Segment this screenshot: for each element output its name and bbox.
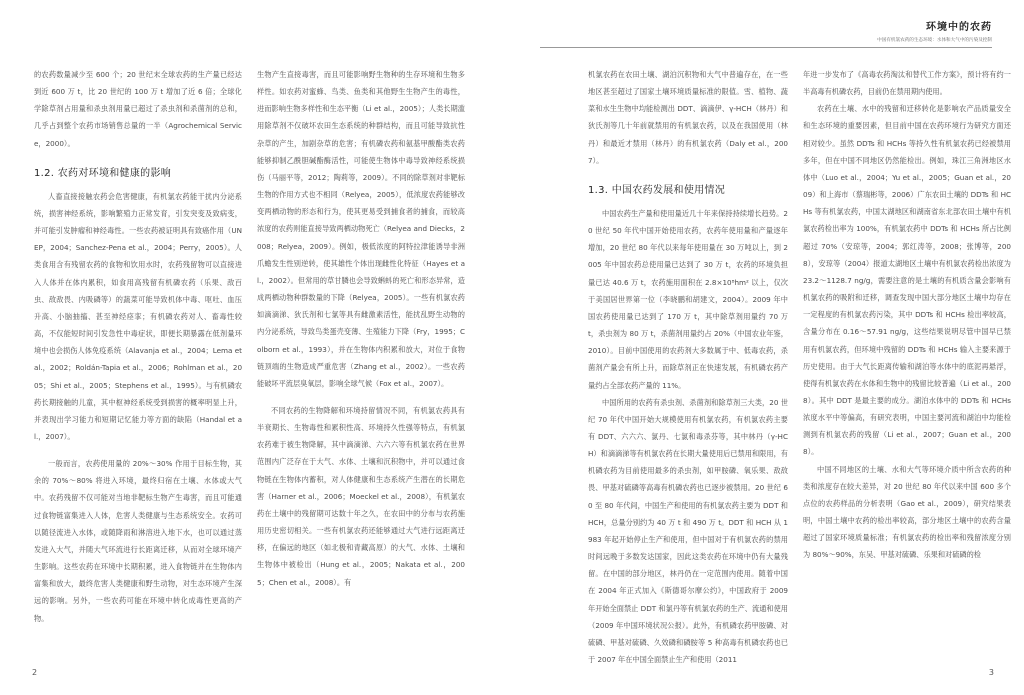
paragraph: 的农药数量减少至 600 个；20 世纪末全球农药的生产量已经达到近 600 万 t，比 20 世纪的 100 万 t 增加了近 6 倍；全球化学除草剂占用量和杀虫剂用量已超过了杀虫剂和杀菌剂的总和，几乎占到整个农药市场销售总量的一半（Agrochemical Service，2000）。 <box>34 70 242 148</box>
paragraph: 中国所用的农药有杀虫剂、杀菌剂和除草剂三大类，20 世纪 70 年代中国开始大规模使用有机氯农药，有机氯农药主要有 DDT、六六六、氯丹、七氯和毒杀芬等，其中林丹（γ-HCH）和滴滴涕等有机氯农药在长期大量使用后已禁用和限用，有机磷农药为目前使用最多的杀虫剂，如甲胺磷、氧乐果、敌敌畏、甲基对硫磷等高毒有机磷农药也已逐步被禁用。20 世纪 60 至 80 年代间，中国生产和使用的有机氯农药主要为 DDT 和 HCH，总量分别约为 40 万 t 和 490 万 t。DDT 和 HCH 从 1983 年起开始停止生产和使用，但中国对于有机氯农药的禁用时间远晚于多数发达国家，因此这类农药在环境中仍有大量残留。在中国的部分地区，林丹仍在一定范围内使用。随着中国在 2004 年正式加入《斯德哥尔摩公约》，中国政府于 2009 年开始全面禁止 DDT 和氯丹等有机氯农药的生产、流通和使用（2009 年中国环境状况公报）。此外，有机磷农药甲胺磷、对硫磷、甲基对硫磷、久效磷和磷胺等 5 种高毒有机磷农药也已于 2007 年在中国全面禁止生产和使用（2011 <box>588 397 788 664</box>
right-page <box>512 0 1024 695</box>
paragraph: 机氯农药在农田土壤、湖泊沉积物和大气中普遍存在，在一些地区甚至超过了国家土壤环境质量标准的限值。雪、植物、蔬菜和水生生物中均能检测出 DDT、滴滴伊、γ-HCH（林丹）和狄氏剂等几十年前就禁用的有机氯农药，以及在我国使用（林丹）和最近才禁用（林丹）的有机氯农药（Daly et al.，2007）。 <box>588 70 788 165</box>
left-page-column-2 <box>257 66 465 666</box>
right-page-column-1 <box>588 66 788 666</box>
section-heading-1-3: 1.3. 中国农药发展和使用情况 <box>588 184 726 196</box>
paragraph: 不同农药的生物降解和环境持留情况不同，有机氯农药具有半衰期长、生物毒性和累积性高、环境持久性强等特点，有机氯农药难于被生物降解，其中滴滴涕、六六六等有机氯农药在世界范围内广泛存在于大气、水体、土壤和沉积物中，并可以通过食物链在生物体内蓄积，对人体健康和生态系统产生潜在的长期危害（Harner et al.，2006；Moeckel et al.，2008），有机氯农药在土壤中的残留期可达数十年之久，在农田中的分布与农药施用历史密切相关。一些有机氯农药还能够通过大气进行远距离迁移，在偏远的地区（如北极和青藏高原）的大气、水体、土壤和生物体中被检出（Hung et al.，2005；Nakata et al.，2005；Chen et al.，2008）。有 <box>257 405 465 587</box>
header-title: 环境中的农药 <box>926 22 992 33</box>
page-number-left: 2 <box>32 668 38 677</box>
paragraph: 一般而言，农药使用量的 20%～30% 作用于目标生物，其余的 70%～80% 将进入环境，最终归宿在土壤、水体或大气中。农药残留不仅可能对当地非靶标生物产生毒害，而且可能通过食物链富集进入人体，危害人类健康与生态系统安全。农药可以随径流进入水体，或随降雨和淋溶进入地下水，也可以通过蒸发进入大气，并随大气环流进行长距离迁移，从而对全球环境产生影响。这些农药在环境中长期积累，进入食物链并在生物体内富集和放大，最终危害人类健康和野生动物，对生态环境产生深远的影响。另外，一些农药可能在环境中转化成毒性更高的产物。 <box>34 459 242 623</box>
section-heading-1-2: 1.2. 农药对环境和健康的影响 <box>34 167 172 179</box>
left-page-column-1 <box>34 66 242 666</box>
paragraph: 年进一步发布了《高毒农药淘汰和替代工作方案》，预计将有约一半高毒有机磷农药，目前仍在禁用期内使用。 <box>803 70 1011 97</box>
paragraph: 中国农药生产量和使用量近几十年来保持持续增长趋势。20 世纪 50 年代中国开始使用农药，农药年使用量和产量逐年增加，20 世纪 80 年代以来每年使用量在 30 万吨以上，到 2005 年中国农药总使用量已达到了 30 万 t，农药的环境负担量已达 40.6 万 t，农药施用面积在 2.8×10⁸hm² 以上，仅次于美国居世界第一位（李晓鹏和胡建文，2004）。2009 年中国农药使用量已达到了 170 万 t，其中除草剂用量约 70 万 t，杀虫剂为 80 万 t，杀菌剂用量约占 20%（中国农业年鉴，2010）。目前中国使用的农药剂大多数属于中、低毒农药，杀菌剂产量会有所上升，而除草剂正在快速发展，有机磷农药产量约占全部农药产量的 11%。 <box>588 208 788 390</box>
running-header <box>877 18 992 43</box>
header-divider <box>540 47 992 48</box>
right-page-column-2 <box>803 66 1011 666</box>
paragraph: 人畜直接接触农药会危害健康，有机氯农药能干扰内分泌系统，损害神经系统，影响繁殖力正常发育，引发突变及致病变，并可能引发肿瘤和神经毒性。一些农药被证明具有致癌作用（UNEP，2004；Sanchez-Pena et al.，2004；Perry，2005）。人类食用含有残留农药的食物和饮用水时，农药残留物可以直接进入人体并在体内累积，如食用高残留有机磷农药（乐果、敌百虫、敌敌畏、内吸磷等）的蔬菜可能导致机体中毒、呕吐、血压升高、小脑抽搐、甚至神经痉挛；有机磷农药对人、畜毒性较高，不仅能短时间引发急性中毒症状，即便长期暴露在低剂量环境中也会损伤人体免疫系统（Alavanja et al.，2004；Lema et al.，2002；Roldán-Tapia et al.，2006；Rohlman et al.，2005；Shi et al.，2005；Stephens et al.，1995）。与有机磷农药长期接触的儿童，其中枢神经系统受到损害的概率明显上升，并表现出学习能力和短期记忆能力等方面的缺陷（Handal et al.，2007）。 <box>34 191 242 441</box>
paragraph: 农药在土壤、水中的残留和迁移转化是影响农产品质量安全和生态环境的重要因素，但目前中国在农药环境行为研究方面还相对较少。虽然 DDTs 和 HCHs 等持久性有机氯农药已经被禁用多年，但在中国不同地区仍然能检出。例如，珠江三角洲地区水体中（Luo et al.，2004；Yu et al.，2005；Guan et al.，2009）和上海市（蔡瑞彬等，2006）广东农田土壤的 DDTs 和 HCHs 等有机氯农药，中国太湖地区和湖南省东北部农田土壤中有机氯农药检出率为 100%，有机氯农药中 DDTs 和 HCHs 所占比例超过 70%（安琼等，2004；郭红涛等，2008；张博等，2008），安琼等（2004）报道太湖地区土壤中有机氯农药检出浓度为 23.2～1128.7 ng/g，需要注意的是土壤的有机质含量会影响有机氯农药的吸附和迁移，调查发现中国大部分地区土壤中均存在一定程度的有机氯农药污染，其中 DDTs 和 HCHs 检出率较高，含量分布在 0.16～57.91 ng/g，这些结果说明尽管中国早已禁用有机氯农药，但环境中残留的 DDTs 和 HCHs 输入主要来源于历史使用。由于大气长距离传输和湖泊等水体中的底泥再悬浮，使得有机氯农药在水体和生物中的残留比较普遍（Li et al.，2008）。其中 DDT 是最主要的成分。湖泊水体中的 DDTs 和 HCHs 浓度水平中等偏高，有研究表明，中国主要河流和湖泊中均能检测到有机氯农药的残留（Li et al.，2007；Guan et al.，2008）。 <box>803 104 1011 457</box>
page-number-right: 3 <box>988 668 994 677</box>
paragraph: 中国不同地区的土壤、水和大气等环境介质中所含农药的种类和浓度存在较大差异，对 20 世纪 80 年代以来中国 600 多个点位的农药样品的分析表明（Gao et al.，2009），研究结果表明，中国土壤中农药的检出率较高，部分地区土壤中的农药含量超过了国家环境质量标准；有机氯农药的检出率和残留浓度分别为 80%～90%，东吴、甲基对硫磷、乐果和对硫磷的检 <box>803 464 1011 560</box>
header-subtitle: 中国有机氯农药的生态环境：水体和大气中的污染及控制 <box>877 38 992 43</box>
paragraph: 生物产生直接毒害，而且可能影响野生物种的生存环境和生物多样性。如农药对蜜蜂、鸟类、鱼类和其他野生生物产生的毒性，进而影响生物多样性和生态平衡（Li et al.，2005）；人类长期滥用除草剂不仅破坏农田生态系统的种群结构，而且可能导致抗性杂草的产生，加剧杂草的危害；有机磷农药和氨基甲酸酯类农药能够抑制乙酰胆碱酯酶活性，可能使生物体中毒导致神经系统损伤（马丽平等，2012；陶莉等，2009）。不同的除草剂对非靶标生物的作用方式也不相同（Relyea，2005），低浓度农药能够改变两栖动物的形态和行为，使其更易受到捕食者的捕食，而较高浓度的农药则能直接导致两栖动物死亡（Relyea and Diecks，2008；Relyea，2009）。例如，极低浓度的阿特拉津能诱导非洲爪蟾发生性别逆转，使其雄性个体出现雌性化特征（Hayes et al.，2002）。但常用的草甘膦也会导致蝌蚪的死亡和形态异常，造成两栖动物种群数量的下降（Relyea，2005）。一些有机氯农药如滴滴涕、狄氏剂和七氯等具有雌激素活性，能扰乱野生动物的内分泌系统，导致鸟类蛋壳变薄、生殖能力下降（Fry，1995；Colborn et al.，1993），并在生物体内积累和放大，对位于食物链顶端的生物造成严重危害（Zhang et al.，2002）。一些农药能破坏平流层臭氧层，影响全球气候（Fox et al.，2007）。 <box>257 70 465 388</box>
